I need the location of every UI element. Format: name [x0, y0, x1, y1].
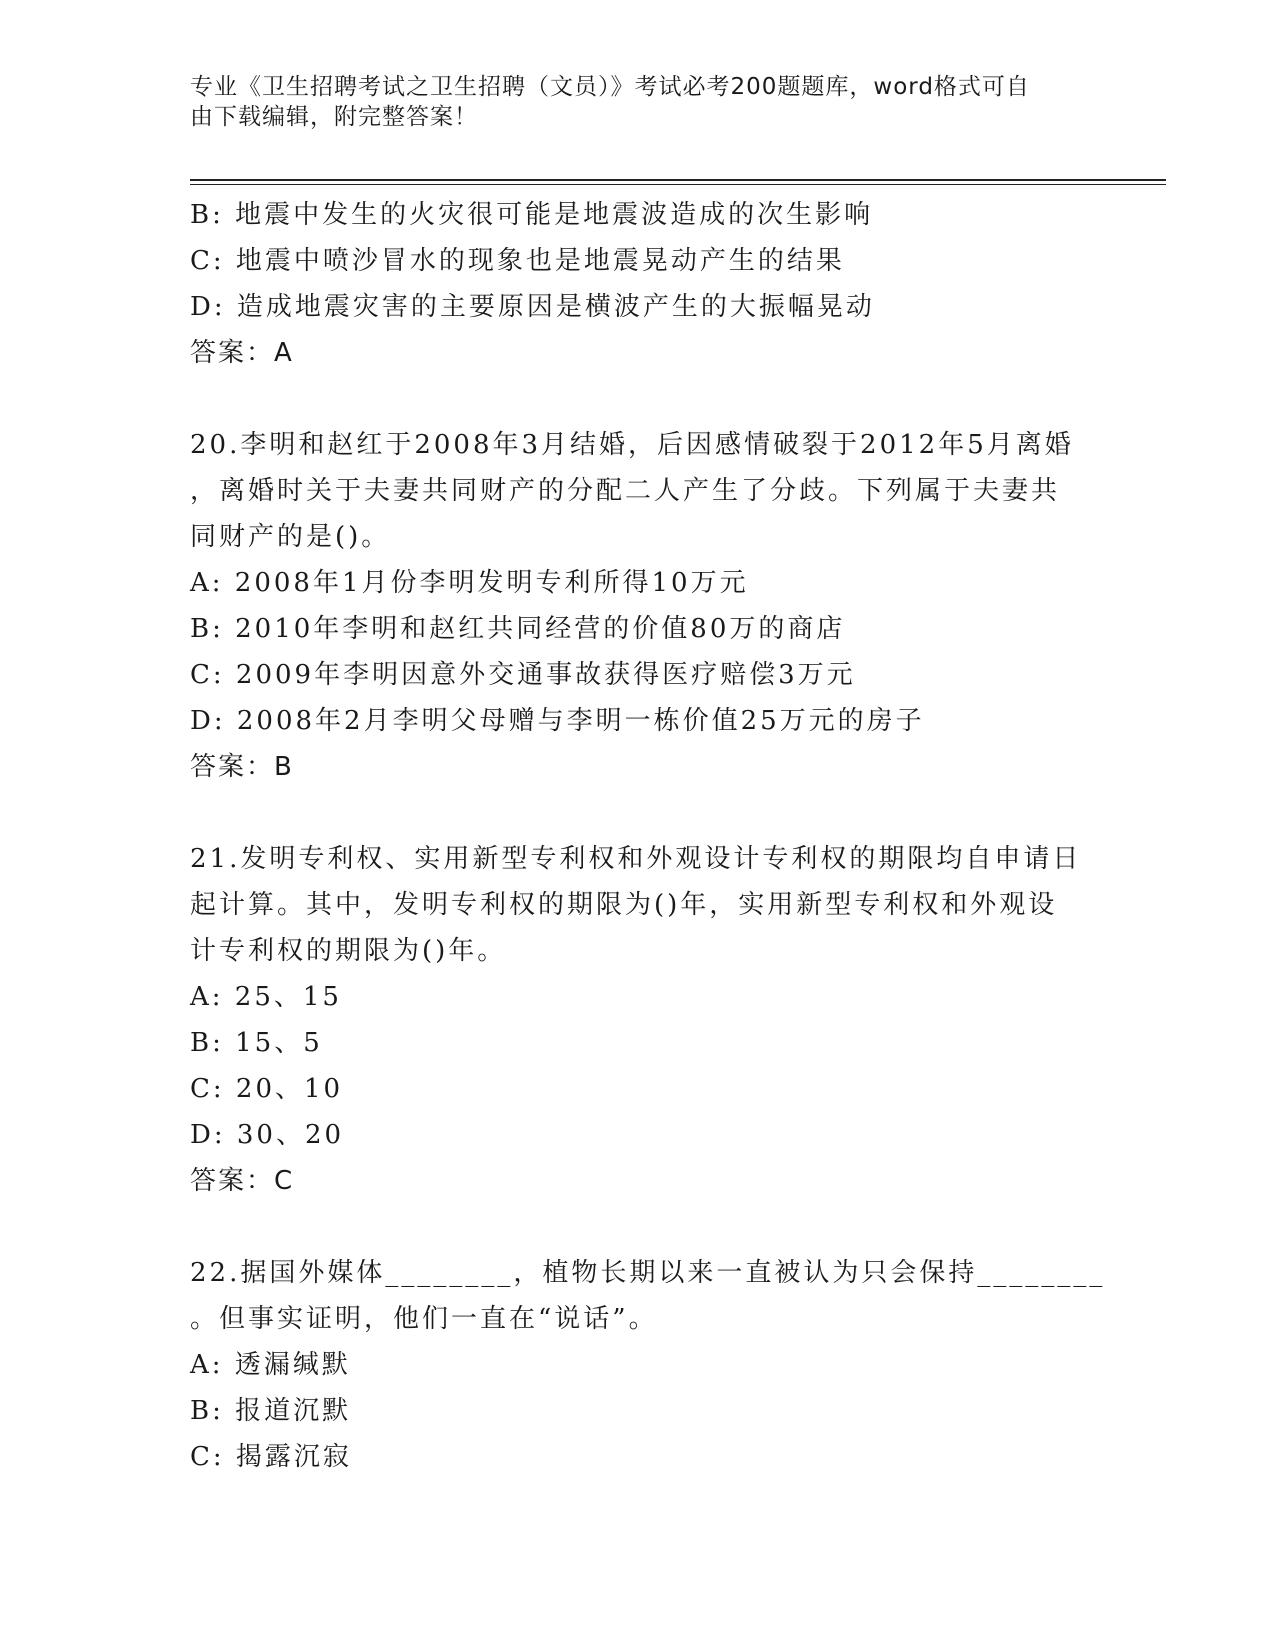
- question-stem-line: 22.据国外媒体________，植物长期以来一直被认为只会保持________: [190, 1258, 1106, 1288]
- question-stem-line: 起计算。其中，发明专利权的期限为()年，实用新型专利权和外观设: [190, 890, 1058, 920]
- option-b: B: 2010年李明和赵红共同经营的价值80万的商店: [190, 614, 846, 644]
- question-stem-line: ，离婚时关于夫妻共同财产的分配二人产生了分歧。下列属于夫妻共: [190, 476, 1061, 506]
- option-a: A: 2008年1月份李明发明专利所得10万元: [190, 568, 749, 598]
- document-header: [190, 72, 1070, 132]
- header-divider-thin: [190, 184, 1166, 185]
- header-line-1: 专业《卫生招聘考试之卫生招聘（文员）》考试必考200题题库，word格式可自: [190, 74, 1030, 100]
- question-stem-line: 同财产的是()。: [190, 522, 391, 552]
- option-d: D: 30、20: [190, 1120, 345, 1150]
- option-b: B: 15、5: [190, 1028, 323, 1058]
- question-stem-line: 21.发明专利权、实用新型专利权和外观设计专利权的期限均自申请日: [190, 844, 1082, 874]
- question-stem-line: 。但事实证明，他们一直在“说话”。: [190, 1304, 658, 1334]
- option-c: C: 2009年李明因意外交通事故获得医疗赔偿3万元: [190, 660, 856, 690]
- option-b: B: 地震中发生的火灾很可能是地震波造成的次生影响: [190, 200, 874, 230]
- spacer: [190, 376, 1090, 422]
- header-line-2: 由下载编辑，附完整答案！: [190, 104, 478, 130]
- answer-line: 答案：B: [190, 752, 294, 782]
- option-b: B: 报道沉默: [190, 1396, 352, 1426]
- spacer: [190, 790, 1090, 836]
- option-d: D: 造成地震灾害的主要原因是横波产生的大振幅晃动: [190, 292, 875, 322]
- question-block-20: [190, 422, 1090, 790]
- answer-line: 答案：C: [190, 1166, 295, 1196]
- question-block-21: [190, 836, 1090, 1204]
- option-d: D: 2008年2月李明父母赠与李明一栋价值25万元的房子: [190, 706, 925, 736]
- header-divider-thick: [190, 179, 1166, 181]
- option-c: C: 地震中喷沙冒水的现象也是地震晃动产生的结果: [190, 246, 845, 276]
- question-stem-line: 20.李明和赵红于2008年3月结婚，后因感情破裂于2012年5月离婚: [190, 430, 1074, 460]
- option-a: A: 25、15: [190, 982, 342, 1012]
- option-c: C: 揭露沉寂: [190, 1442, 352, 1472]
- spacer: [190, 1204, 1090, 1250]
- answer-line: 答案：A: [190, 338, 294, 368]
- document-body: [190, 192, 1106, 1480]
- question-block-prev: [190, 192, 1090, 376]
- question-stem-line: 计专利权的期限为()年。: [190, 936, 507, 966]
- option-a: A: 透漏缄默: [190, 1350, 351, 1380]
- option-c: C: 20、10: [190, 1074, 344, 1104]
- question-block-22: [190, 1250, 1106, 1480]
